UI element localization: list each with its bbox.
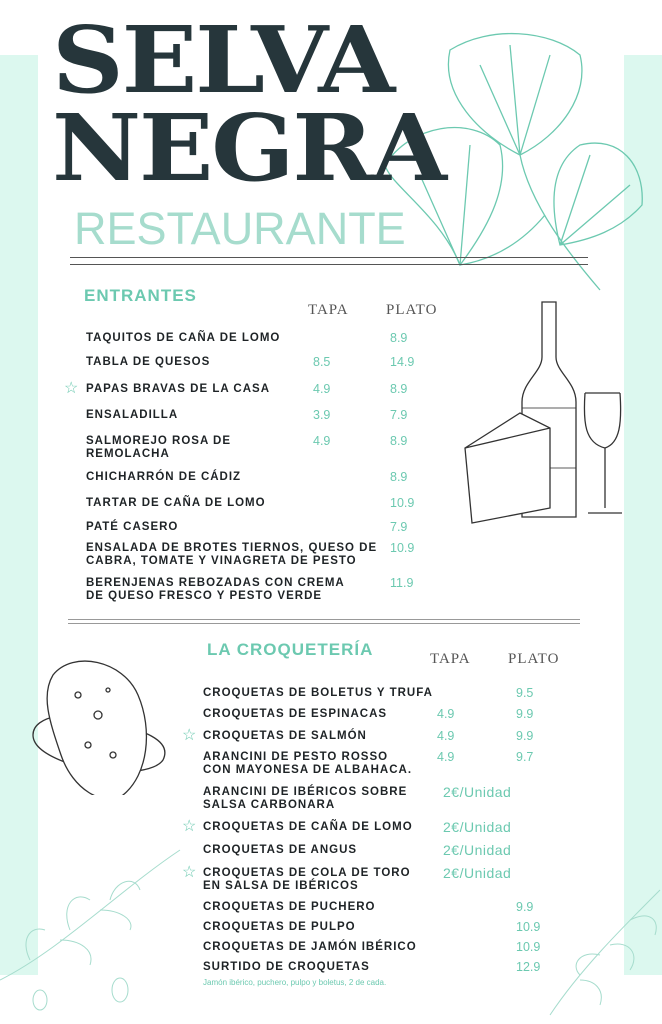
menu-item-name: ENSALADILLA [86,409,179,421]
price-tapa: 4.9 [313,434,331,448]
menu-item-name: ARANCINI DE IBÉRICOS SOBRE SALSA CARBONARA [203,786,408,811]
price-plato: 8.9 [390,470,408,484]
menu-item-name: PAPAS BRAVAS DE LA CASA [86,383,271,395]
menu-item-name: CROQUETAS DE CAÑA DE LOMO [203,821,413,833]
title-selva: SELVA [52,6,394,114]
menu-item-name: CHICHARRÓN DE CÁDIZ [86,471,242,483]
price-per-unit: 2€/Unidad [443,842,512,858]
bread-illustration [28,655,173,795]
price-plato: 11.9 [390,576,414,590]
menu-item-name: SALMOREJO ROSA DE REMOLACHA [86,435,232,460]
price-plato: 8.9 [390,382,408,396]
col-header-plato: PLATO [508,651,560,667]
price-plato: 9.9 [516,707,534,721]
price-plato: 9.9 [516,729,534,743]
header-divider [70,257,588,258]
menu-item-name: CROQUETAS DE ESPINACAS [203,708,388,720]
price-plato: 9.7 [516,750,534,764]
price-tapa: 4.9 [437,750,455,764]
subtitle-restaurante: RESTAURANTE [74,203,406,254]
menu-item-name: TABLA DE QUESOS [86,356,211,368]
menu-item-name: CROQUETAS DE PUCHERO [203,901,376,913]
price-plato: 7.9 [390,520,408,534]
price-plato: 10.9 [390,541,415,555]
section-divider-2 [68,623,580,624]
header-divider-2 [70,264,588,265]
menu-item-name: PATÉ CASERO [86,521,179,533]
price-plato: 9.9 [516,900,534,914]
olive-branch-illustration-right [540,870,662,1020]
menu-item-name: ARANCINI DE PESTO ROSSO CON MAYONESA DE ALBAHACA. [203,751,413,776]
star-icon: ☆ [64,380,79,397]
star-icon: ☆ [182,864,197,881]
menu-item-name: TARTAR DE CAÑA DE LOMO [86,497,266,509]
price-plato: 12.9 [516,960,541,974]
menu-item-name: BERENJENAS REBOZADAS CON CREMA DE QUESO FRESCO Y PESTO VERDE [86,577,345,602]
col-header-tapa: TAPA [430,651,471,667]
price-plato: 14.9 [390,355,415,369]
menu-item-name: CROQUETAS DE BOLETUS Y TRUFA [203,687,433,699]
price-plato: 10.9 [516,940,541,954]
olive-branch-illustration [0,830,190,1020]
col-header-tapa: TAPA [308,302,349,318]
price-plato: 7.9 [390,408,408,422]
star-icon: ☆ [182,818,197,835]
price-tapa: 4.9 [313,382,331,396]
menu-item-name: ENSALADA DE BROTES TIERNOS, QUESO DE CABRA, TOMATE Y VINAGRETA DE PESTO [86,542,378,567]
menu-item-name: CROQUETAS DE PULPO [203,921,356,933]
price-per-unit: 2€/Unidad [443,865,512,881]
price-tapa: 3.9 [313,408,331,422]
section-title-entrantes: ENTRANTES [84,286,197,305]
price-plato: 9.5 [516,686,534,700]
price-per-unit: 2€/Unidad [443,819,512,835]
wine-cheese-illustration [460,298,640,528]
price-tapa: 8.5 [313,355,331,369]
price-tapa: 4.9 [437,707,455,721]
title-negra: NEGRA [52,94,445,202]
menu-item-name: CROQUETAS DE JAMÓN IBÉRICO [203,941,417,953]
menu-item-name: TAQUITOS DE CAÑA DE LOMO [86,332,281,344]
price-plato: 8.9 [390,434,408,448]
price-plato: 10.9 [390,496,415,510]
col-header-plato: PLATO [386,302,438,318]
surtido-note: Jamón ibérico, puchero, pulpo y boletus, 2 de cada. [203,978,387,987]
price-per-unit: 2€/Unidad [443,784,512,800]
menu-item-name: SURTIDO DE CROQUETAS [203,961,370,973]
section-title-croqueteria: LA CROQUETERÍA [207,640,374,659]
section-divider [68,619,580,620]
menu-item-name: CROQUETAS DE COLA DE TORO EN SALSA DE IBÉRICOS [203,867,411,892]
price-tapa: 4.9 [437,729,455,743]
star-icon: ☆ [182,727,197,744]
price-plato: 10.9 [516,920,541,934]
menu-item-name: CROQUETAS DE SALMÓN [203,730,367,742]
menu-item-name: CROQUETAS DE ANGUS [203,844,358,856]
price-plato: 8.9 [390,331,408,345]
